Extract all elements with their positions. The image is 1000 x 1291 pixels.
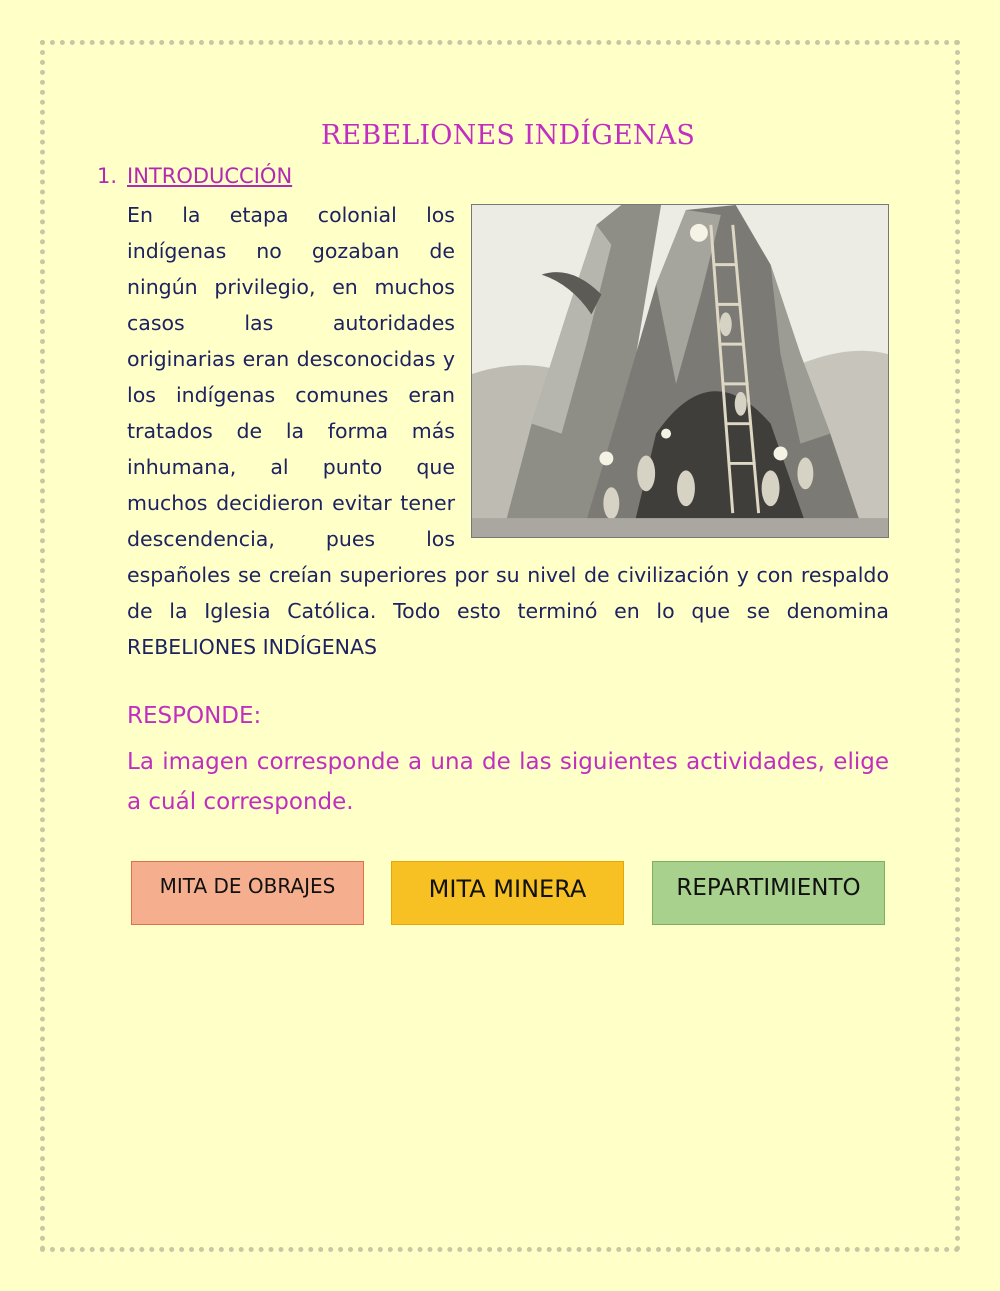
respond-label: RESPONDE: [127, 703, 262, 729]
option-mita-minera-button[interactable]: MITA MINERA [391, 861, 624, 925]
page-title: REBELIONES INDÍGENAS [320, 120, 696, 151]
intro-paragraph [127, 197, 889, 665]
section-number: 1. [97, 164, 118, 188]
section-heading [97, 164, 292, 188]
section-title: INTRODUCCIÓN [127, 164, 293, 188]
option-mita-de-obrajes-button[interactable]: MITA DE OBRAJES [131, 861, 364, 925]
question-text: La imagen corresponde a una de las siguientes actividades, elige a cuál corresponde. [127, 749, 889, 815]
mine-engraving-icon [472, 205, 888, 537]
option-repartimiento-button[interactable]: REPARTIMIENTO [652, 861, 885, 925]
intro-text: En la etapa colonial los indígenas no gozaban de ningún privilegio, en muchos casos las autoridades originarias eran desconocidas y los indígenas comunes eran tratados de la forma más inhumana, al punto que muchos decidieron evitar tener descendencia, pues los españoles se creían superiores por su nivel de civilización y con respaldo de la Iglesia Católica. Todo esto terminó en lo que se denomina REBELIONES INDÍGENAS [127, 203, 889, 659]
mine-engraving-image [471, 204, 889, 538]
